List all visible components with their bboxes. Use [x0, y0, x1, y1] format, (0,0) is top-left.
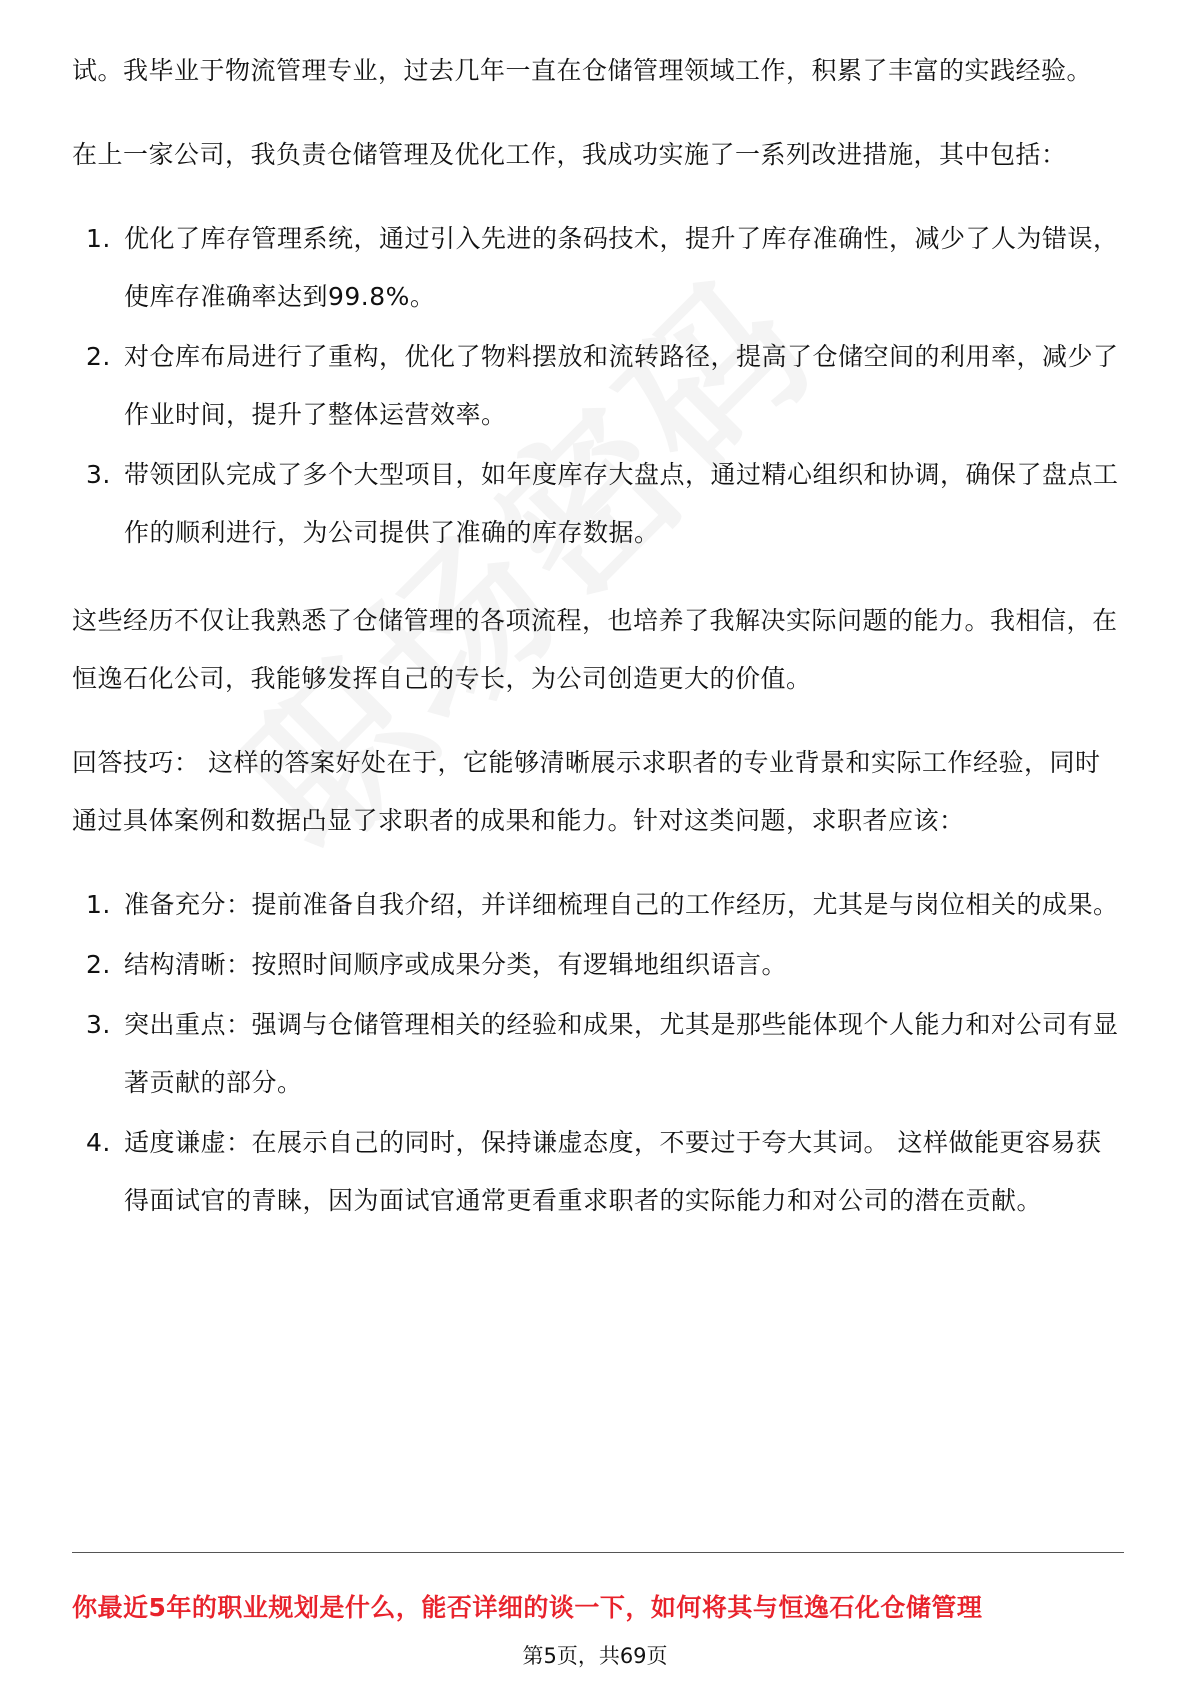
- tips-list: [72, 876, 1124, 1230]
- next-question-heading: 你最近5年的职业规划是什么，能否详细的谈一下，如何将其与恒逸石化仓储管理: [72, 1593, 983, 1622]
- list-item-text: 对仓库布局进行了重构，优化了物料摆放和流转路径，提高了仓储空间的利用率，减少了作业时间，提升了整体运营效率。: [124, 342, 1119, 429]
- list-item: [72, 936, 1124, 994]
- list-item-number: 2.: [86, 342, 111, 371]
- list-item: [72, 328, 1124, 444]
- list-item-number: 4.: [86, 1128, 111, 1157]
- list-item-number: 3.: [86, 460, 111, 489]
- list-item: [72, 210, 1124, 326]
- paragraph-intro-end: 试。我毕业于物流管理专业，过去几年一直在仓储管理领域工作，积累了丰富的实践经验。: [72, 56, 1093, 85]
- list-item-text: 突出重点：强调与仓储管理相关的经验和成果，尤其是那些能体现个人能力和对公司有显著贡献的部分。: [124, 1010, 1119, 1097]
- paragraph-summary: 这些经历不仅让我熟悉了仓储管理的各项流程，也培养了我解决实际问题的能力。我相信，在恒逸石化公司，我能够发挥自己的专长，为公司创造更大的价值。: [72, 606, 1118, 693]
- list-item-number: 1.: [86, 890, 111, 919]
- list-item-text: 准备充分：提前准备自我介绍，并详细梳理自己的工作经历，尤其是与岗位相关的成果。: [124, 890, 1119, 919]
- list-item-text: 结构清晰：按照时间顺序或成果分类，有逻辑地组织语言。: [124, 950, 788, 979]
- list-item: [72, 996, 1124, 1112]
- list-item: [72, 1114, 1124, 1230]
- list-item-number: 2.: [86, 950, 111, 979]
- list-item-number: 3.: [86, 1010, 111, 1039]
- list-item: [72, 446, 1124, 562]
- section-divider: [72, 1552, 1124, 1553]
- list-item-number: 1.: [86, 224, 111, 253]
- page-content: [72, 42, 1124, 1260]
- list-item-text: 适度谦虚：在展示自己的同时，保持谦虚态度，不要过于夸大其词。 这样做能更容易获得面试官的青睐，因为面试官通常更看重求职者的实际能力和对公司的潜在贡献。: [124, 1128, 1102, 1215]
- list-item-text: 带领团队完成了多个大型项目，如年度库存大盘点，通过精心组织和协调，确保了盘点工作的顺利进行，为公司提供了准确的库存数据。: [124, 460, 1119, 547]
- paragraph-answer-tips: 回答技巧： 这样的答案好处在于，它能够清晰展示求职者的专业背景和实际工作经验，同时通过具体案例和数据凸显了求职者的成果和能力。针对这类问题，求职者应该：: [72, 748, 1101, 835]
- achievements-list: [72, 210, 1124, 562]
- paragraph-previous-company: 在上一家公司，我负责仓储管理及优化工作，我成功实施了一系列改进措施，其中包括：: [72, 140, 1067, 169]
- list-item-text: 优化了库存管理系统，通过引入先进的条码技术，提升了库存准确性，减少了人为错误，使库存准确率达到99.8%。: [124, 224, 1119, 311]
- list-item: [72, 876, 1124, 934]
- page-number: 第5页，共69页: [522, 1644, 668, 1668]
